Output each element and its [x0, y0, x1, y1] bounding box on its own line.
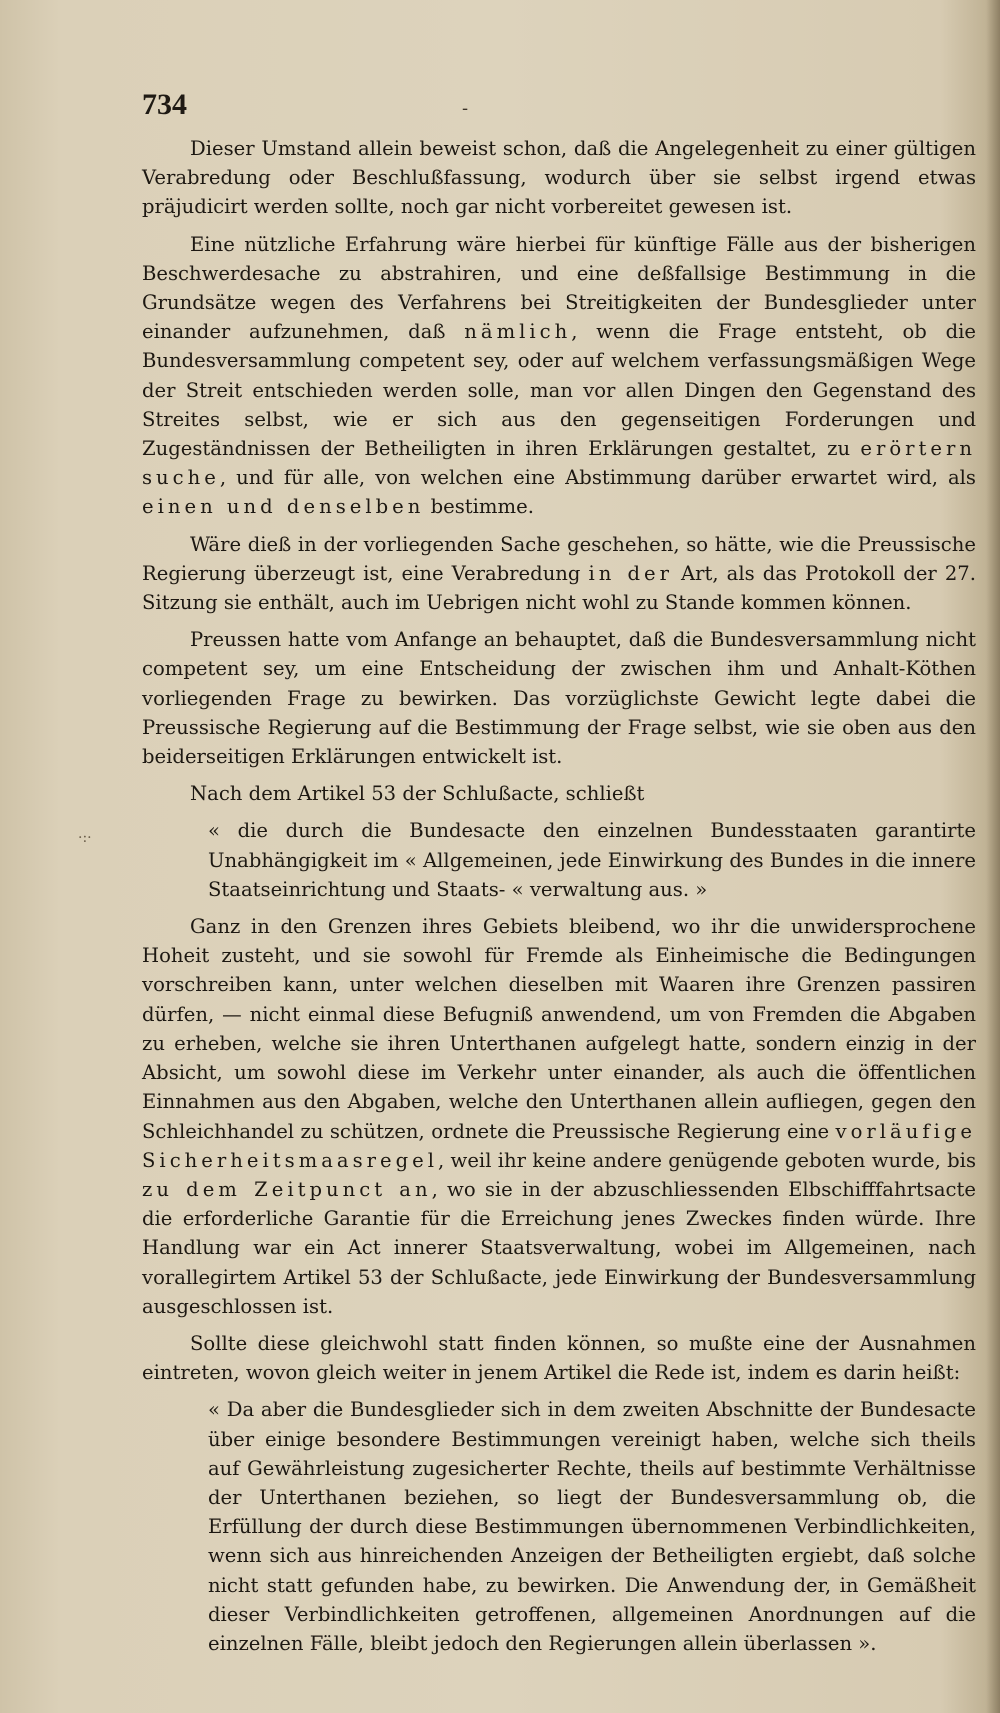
- paragraph-text: bestimme.: [424, 495, 534, 519]
- emphasis-text: einen und denselben: [142, 495, 425, 519]
- page-number: 734: [142, 88, 187, 121]
- page-edge-shadow: [986, 0, 1000, 1713]
- paragraph-7: [142, 1329, 976, 1387]
- quote-text: « die durch die Bundesacte den einzelnen Bundesstaaten garantirte Unabhängigkeit im « Allgemeinen, jede Einwirkung des Bundes in die innere Staatseinrichtung und Staats- « verwaltung aus. »: [208, 819, 976, 901]
- paragraph-6: [142, 912, 976, 1321]
- body-text: [142, 134, 976, 1666]
- paragraph-text: Nach dem Artikel 53 der Schlußacte, schließt: [190, 782, 645, 806]
- paragraph-text: Wäre dieß in der vorliegenden Sache geschehen, so hätte, wie die Preussische Regierung überzeugt ist, eine Verabredung: [142, 532, 976, 585]
- paragraph-4: [142, 625, 976, 771]
- paragraph-1: [142, 134, 976, 222]
- paragraph-text: Art, als das Protokoll der 27. Sitzung sie enthält, auch im Uebrigen nicht wohl zu Stande kommen können.: [142, 561, 976, 615]
- quotation-bundesacte: [130, 1395, 976, 1658]
- paragraph-text: Eine nützliche Erfahrung wäre hierbei für künftige Fälle aus der bisherigen Beschwerdesache zu abstrahiren, und eine deßfallsige Bestimmung in die Grundsätze wegen des Verfahrens bei Streitigkeiten der Bundesglieder unter einander aufzunehmen, daß: [142, 232, 976, 344]
- paragraph-text: , wenn die Frage entsteht, ob die Bundesversammlung competent sey, oder auf welchem verfassungsmäßigen Wege der Streit entschieden werden solle, man vor allen Dingen den Gegenstand des Streites selbst, wie er sich aus den gegenseitigen Forderungen und Zugeständnissen der Betheiligten in ihren Erklärungen gestaltet, zu: [142, 320, 976, 461]
- header-dash: -: [462, 98, 469, 119]
- emphasis-text: erörtern suche: [142, 437, 976, 490]
- quote-text: « Da aber die Bundesglieder sich in dem zweiten Abschnitte der Bundesacte über einige besondere Bestimmungen vereinigt haben, welche sich theils auf Gewährleistung zugesicherter Rechte, theils auf bestimmte Verhältnisse der Unterthanen beziehen, so liegt der Bundesversammlung ob, die Erfüllung der durch diese Bestimmungen übernommenen Verbindlichkeiten, wenn sich aus hinreichenden Anzeigen der Betheiligten ergiebt, daß solche nicht statt gefunden habe, zu bewirken. Die Anwendung der, in Gemäßheit dieser Verbindlichkeiten getroffenen, allgemeinen Anordnungen auf die einzelnen Fälle, bleibt jedoch den Regierungen allein überlassen ».: [208, 1398, 976, 1655]
- paragraph-text: , und für alle, von welchen eine Abstimmung darüber erwartet wird, als: [219, 466, 976, 490]
- emphasis-text: zu dem Zeitpunct an: [142, 1177, 432, 1201]
- margin-mark: ·:·: [78, 830, 92, 846]
- paragraph-text: Sollte diese gleichwohl statt finden können, so mußte eine der Ausnahmen eintreten, wovon gleich weiter in jenem Artikel die Rede ist, indem es darin heißt:: [142, 1331, 976, 1385]
- emphasis-text: nämlich: [464, 320, 572, 344]
- paragraph-text: Preussen hatte vom Anfange an behauptet, daß die Bundesversammlung nicht competent sey, um eine Entscheidung der zwischen ihm und Anhalt-Köthen vorliegenden Frage zu bewirken. Das vorzüglichste Gewicht legte dabei die Preussische Regierung auf die Bestimmung der Frage selbst, wie sie oben aus den beiderseitigen Erklärungen entwickelt ist.: [142, 628, 976, 769]
- paragraph-text: Ganz in den Grenzen ihres Gebiets bleibend, wo ihr die unwidersprochene Hoheit zusteht, und sie sowohl für Fremde als Einheimische die Bedingungen vorschreiben kann, unter welchen dieselben mit Waaren ihre Grenzen passiren dürfen, — nicht einmal diese Befugniß anwendend, um von Fremden die Abgaben zu erheben, welche sie ihren Unterthanen aufgelegt hatte, sondern einzig in der Absicht, um sowohl diese im Verkehr unter einander, als auch die öffentlichen Einnahmen aus den Abgaben, welche den Unterthanen allein aufliegen, gegen den Schleichhandel zu schützen, ordnete die Preussische Regierung eine: [142, 915, 976, 1143]
- paragraph-3: [142, 530, 976, 618]
- paragraph-5: [142, 779, 976, 808]
- quotation-article-53: [130, 816, 976, 904]
- paragraph-2: [142, 230, 976, 522]
- emphasis-text: in der: [588, 561, 673, 585]
- paragraph-text: , wo sie in der abzuschliessenden Elbschifffahrtsacte die erforderliche Garantie für die Erreichung jenes Zweckes finden würde. Ihre Handlung war ein Act innerer Staatsverwaltung, wobei im Allgemeinen, nach vorallegirtem Artikel 53 der Schlußacte, jede Einwirkung der Bundesversammlung ausgeschlossen ist.: [142, 1177, 976, 1318]
- paragraph-text: , weil ihr keine andere genügende geboten wurde, bis: [438, 1148, 976, 1172]
- emphasis-text: vorläufige Sicherheitsmaasregel: [142, 1119, 976, 1172]
- paragraph-text: Dieser Umstand allein beweist schon, daß die Angelegenheit zu einer gültigen Verabredung oder Beschlußfassung, wodurch über sie selbst irgend etwas präjudicirt werden sollte, noch gar nicht vorbereitet gewesen ist.: [142, 137, 976, 219]
